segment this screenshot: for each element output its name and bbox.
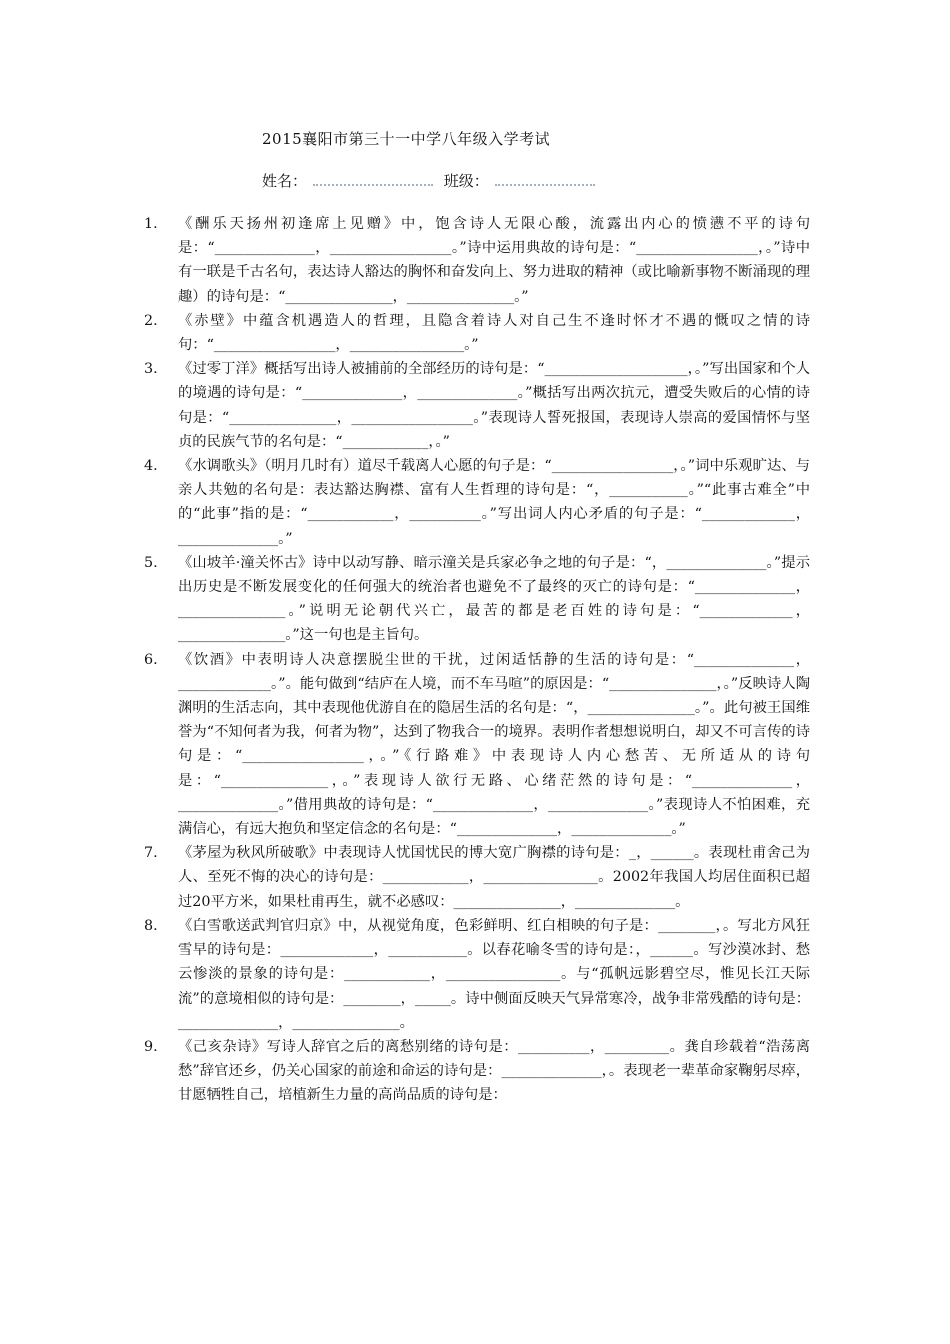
question-number: 5. bbox=[144, 554, 158, 571]
question-number: 3. bbox=[144, 361, 158, 378]
question-1 bbox=[140, 212, 810, 309]
question-text: 《赤壁》中蕴含机遇造人的哲理，且隐含着诗人对自己生不逢时怀才不遇的慨叹之情的诗句：“_________________，________________。” bbox=[178, 312, 810, 354]
class-label: 班级： bbox=[443, 172, 489, 190]
question-5 bbox=[140, 551, 810, 648]
question-number: 9. bbox=[144, 1038, 158, 1055]
question-4 bbox=[140, 454, 810, 551]
question-text: 《茅屋为秋风所破歌》中表现诗人忧国忧民的博大宽广胸襟的诗句是：_，______。表现杜甫舍己为人、至死不悔的决心的诗句是：____________，________________。2002年我国人均居住面积已超过20平方米，如果杜甫再生，就不必感叹：_______________，______________。 bbox=[178, 845, 810, 910]
question-number: 4. bbox=[144, 458, 158, 475]
question-6 bbox=[140, 648, 810, 842]
class-blank[interactable] bbox=[495, 170, 595, 186]
question-number: 8. bbox=[144, 917, 158, 934]
question-text: 《酬乐天扬州初逢席上见赠》中，饱含诗人无限心酸，流露出内心的愤懑不平的诗句是：“______________，_________________。”诗中运用典故的诗句是：“_________________，。”诗中有一联是千古名句，表达诗人豁达的胸怀和奋发向上、努力进取的精神（或比喻新事物不断涌现的理趣）的诗句是：“_______________，_______________。” bbox=[178, 216, 810, 305]
question-text: 《过零丁洋》概括写出诗人被捕前的全部经历的诗句是：“____________________，。”写出国家和个人的境遇的诗句是：“______________，______________。”概括写出两次抗元，遭受失败后的心情的诗句是：“_______________，_________________。”表现诗人誓死报国，表现诗人崇高的爱国情怀与坚贞的民族气节的名句是：“____________，。” bbox=[178, 361, 810, 450]
question-8 bbox=[140, 914, 810, 1035]
question-number: 2. bbox=[144, 312, 158, 329]
question-2 bbox=[140, 309, 810, 357]
name-label: 姓名： bbox=[262, 172, 308, 190]
question-list bbox=[140, 212, 810, 1108]
question-text: 《山坡羊·潼关怀古》诗中以动写静、暗示潼关是兵家必争之地的句子是：“，______________。”提示出历史是不断发展变化的任何强大的统治者也避免不了最终的灭亡的诗句是：“______________，_______________。”说明无论朝代兴亡，最苦的都是老百姓的诗句是：“_____________，_______________。”这一句也是主旨句。 bbox=[178, 554, 810, 644]
question-number: 1. bbox=[144, 216, 158, 232]
name-blank[interactable] bbox=[313, 170, 433, 186]
question-text: 《白雪歌送武判官归京》中，从视觉角度，色彩鲜明、红白相映的句子是：________，。写北方风狂雪早的诗句是：_____________，___________。以春花喻冬雪的诗句是：，______。写沙漠冰封、愁云惨淡的景象的诗句是：____________，________________。与“孤帆远影碧空尽，惟见长江天际流”的意境相似的诗句是：________，_____。诗中侧面反映天气异常寒冷，战争非常残酷的诗句是：______________，_______________。 bbox=[178, 917, 810, 1031]
question-3 bbox=[140, 357, 810, 454]
question-text: 《己亥杂诗》写诗人辞官之后的离愁别绪的诗句是：__________，_________。龚自珍载着“浩荡离愁”辞官还乡，仍关心国家的前途和命运的诗句是：______________，。表现老一辈革命家鞠躬尽瘁，甘愿牺牲自己，培植新生力量的高尚品质的诗句是： bbox=[178, 1038, 810, 1104]
question-7 bbox=[140, 841, 810, 914]
question-text: 《饮酒》中表明诗人决意摆脱尘世的干扰，过闲适恬静的生活的诗句是：“______________，_____________。”。能句做到“结庐在人境，而不车马喧”的原因是：“_______________，。”反映诗人陶渊明的生活志向，其中表现他优游自在的隐居生活的名句是：“，_______________。”。此句被王国维誉为“不知何者为我，何者为物”，达到了物我合一的境界。表明作者想想说明白，却又不可言传的诗句是：“_________________，。”《行路难》中表现诗人内心愁苦、无所适从的诗句是：“_______________，。”表现诗人欲行无路、心绪茫然的诗句是：“______________，______________。”借用典故的诗句是：“______________，______________。”表现诗人不怕困难，充满信心，有远大抱负和坚定信念的名句是：“______________，______________。” bbox=[178, 651, 810, 838]
question-number: 7. bbox=[144, 845, 158, 862]
question-9 bbox=[140, 1035, 810, 1108]
question-text: 《水调歌头》（明月几时有）道尽千载离人心愿的句子是：“_________________，。”词中乐观旷达、与亲人共勉的名句是：表达豁达胸襟、富有人生哲理的诗句是：“，___________。”“此事古难全”中的“此事”指的是：“____________，__________。”写出词人内心矛盾的句子是：“_____________，______________。” bbox=[178, 458, 810, 547]
question-number: 6. bbox=[144, 651, 158, 668]
exam-title: 2015襄阳市第三十一中学八年级入学考试 bbox=[262, 130, 551, 148]
student-info-line bbox=[262, 170, 601, 191]
